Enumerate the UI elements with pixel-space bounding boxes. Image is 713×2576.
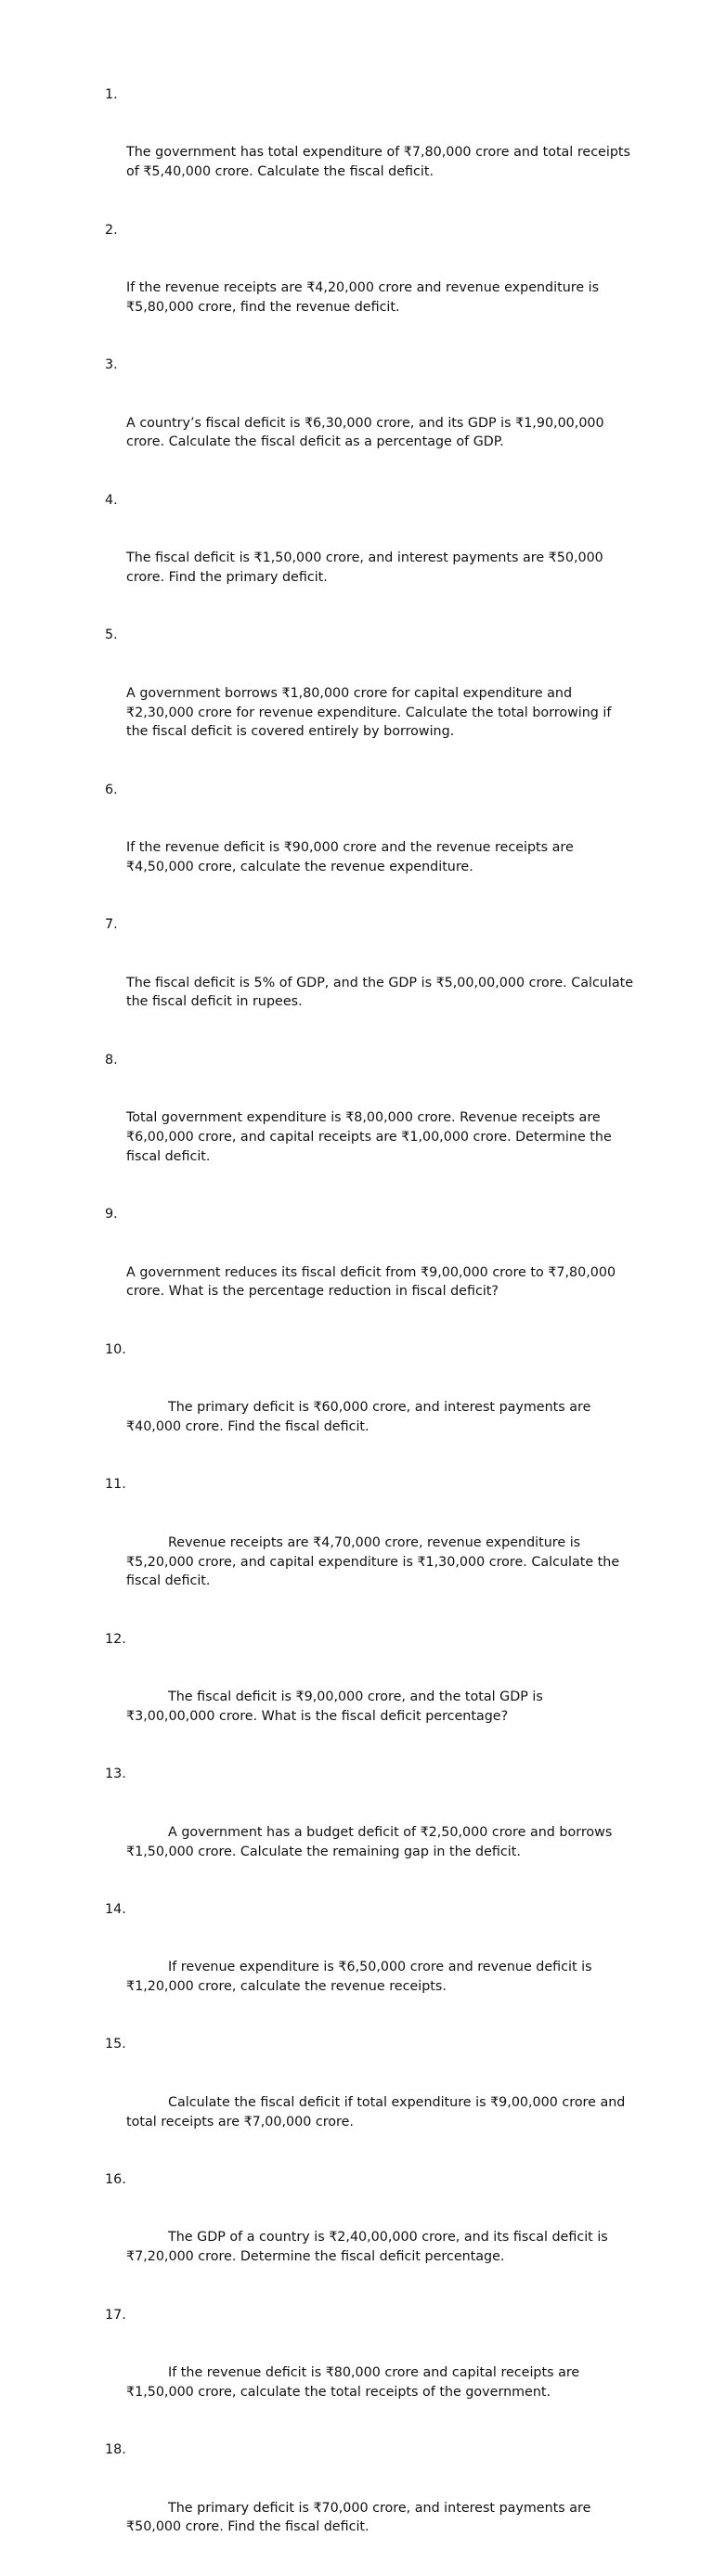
question-item [0,2035,635,2170]
question-text: The GDP of a country is ₹2,40,00,000 crore, and its fiscal deficit is ₹7,20,000 crore. Determine the fiscal deficit percentage. [126,2230,613,2265]
question-item [0,2170,635,2306]
question-item [0,221,635,356]
question-text: If the revenue deficit is ₹80,000 crore and capital receipts are ₹1,50,000 crore, calculate the total receipts of the government. [126,2365,584,2400]
question-text: The government has total expenditure of ₹7,80,000 crore and total receipts of ₹5,40,000 crore. Calculate the fiscal deficit. [126,145,635,180]
question-text: Revenue receipts are ₹4,70,000 crore, revenue expenditure is ₹5,20,000 crore, and capital expenditure is ₹1,30,000 crore. Calculate the fiscal deficit. [126,1534,624,1589]
question-number: 4. [105,492,118,508]
question-text: The primary deficit is ₹60,000 crore, and interest payments are ₹40,000 crore. Find the fiscal deficit. [126,1400,595,1434]
question-text: A government reduces its fiscal deficit from ₹9,00,000 crore to ₹7,80,000 crore. What is the percentage reduction in fiscal deficit? [126,1264,620,1300]
question-list [0,85,713,2576]
question-text: A country’s fiscal deficit is ₹6,30,000 crore, and its GDP is ₹1,90,00,000 crore. Calculate the fiscal deficit as a percentage of GDP. [126,415,609,450]
question-item [0,1765,635,1900]
question-item [0,1900,635,2036]
question-item [0,1051,635,1205]
question-number: 11. [105,1477,126,1493]
question-text: A government has a budget deficit of ₹2,50,000 crore and borrows ₹1,50,000 crore. Calculate the remaining gap in the deficit. [126,1824,616,1859]
question-item [0,2306,635,2441]
question-number: 18. [105,2442,126,2458]
question-number: 7. [105,917,118,933]
question-number: 2. [105,222,118,238]
question-text: If the revenue receipts are ₹4,20,000 crore and revenue expenditure is ₹5,80,000 crore, find the revenue deficit. [126,279,603,315]
question-number: 8. [105,1052,118,1068]
question-item [0,626,635,780]
question-number: 13. [105,1767,126,1782]
question-number: 9. [105,1207,118,1223]
question-number: 17. [105,2307,126,2323]
question-item [0,1475,635,1629]
question-number: 10. [105,1341,126,1357]
question-text: The fiscal deficit is ₹1,50,000 crore, and interest payments are ₹50,000 crore. Find the primary deficit. [126,550,608,585]
question-number: 14. [105,1901,126,1917]
question-text: Total government expenditure is ₹8,00,000 crore. Revenue receipts are ₹6,00,000 crore, and capital receipts are ₹1,00,000 crore. Determine the fiscal deficit. [126,1110,616,1164]
question-text: A government borrows ₹1,80,000 crore for capital expenditure and ₹2,30,000 crore for revenue expenditure. Calculate the total borrowing if the fiscal deficit is covered entirely by borrowing. [126,685,616,740]
question-item [0,1340,635,1476]
question-text: The primary deficit is ₹70,000 crore, and interest payments are ₹50,000 crore. Find the fiscal deficit. [126,2500,595,2535]
question-item [0,356,635,491]
question-item [0,491,635,627]
question-item [0,2440,635,2576]
question-item [0,85,635,221]
question-number: 6. [105,782,118,797]
question-text: If revenue expenditure is ₹6,50,000 crore and revenue deficit is ₹1,20,000 crore, calculate the revenue receipts. [126,1960,597,1995]
question-item [0,915,638,1051]
question-number: 1. [105,87,118,102]
question-number: 5. [105,628,118,643]
question-text: Calculate the fiscal deficit if total expenditure is ₹9,00,000 crore and total receipts are ₹7,00,000 crore. [126,2094,629,2129]
question-item [0,1205,635,1340]
question-item [0,781,635,916]
question-number: 3. [105,357,118,373]
question-number: 16. [105,2172,126,2188]
question-item [0,1630,635,1766]
question-text: If the revenue deficit is ₹90,000 crore and the revenue receipts are ₹4,50,000 crore, calculate the revenue expenditure. [126,840,578,874]
question-text: The fiscal deficit is 5% of GDP, and the GDP is ₹5,00,00,000 crore. Calculate the fiscal deficit in rupees. [126,975,638,1010]
question-number: 12. [105,1631,126,1647]
question-number: 15. [105,2037,126,2052]
question-text: The fiscal deficit is ₹9,00,000 crore, and the total GDP is ₹3,00,00,000 crore. What is the fiscal deficit percentage? [126,1689,548,1724]
